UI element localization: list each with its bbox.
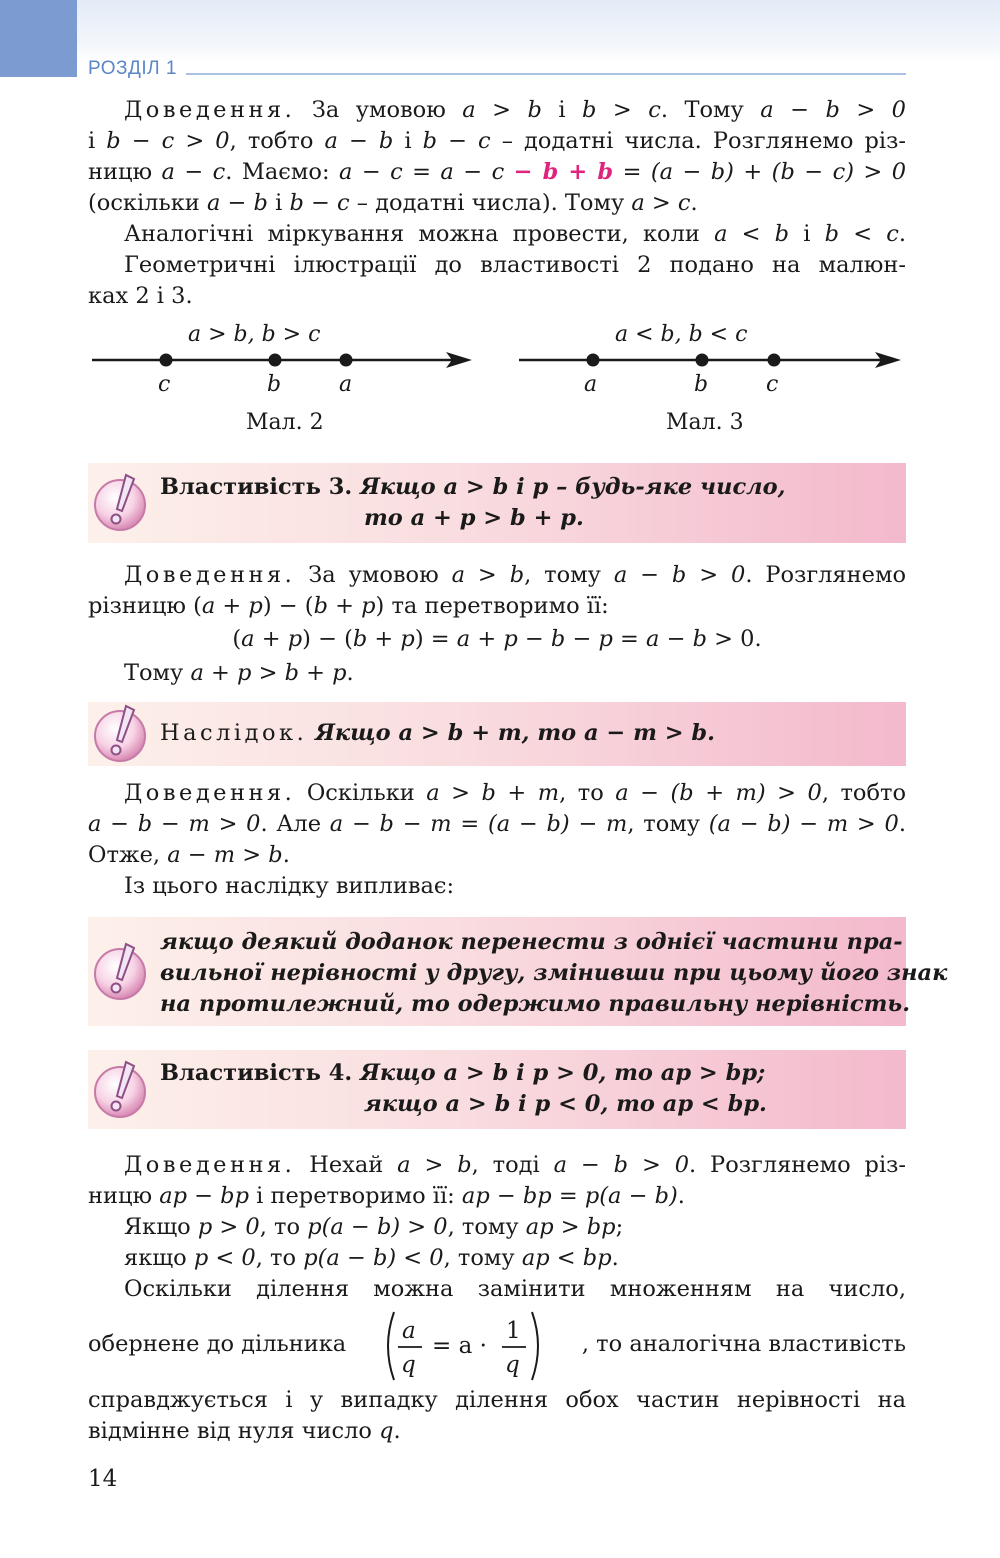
point-label: a	[584, 372, 598, 397]
corner-decoration	[0, 0, 77, 77]
section-label: РОЗДІЛ 1	[88, 58, 177, 79]
point-label: c	[158, 372, 171, 397]
proof4-line4: Із цього наслідку випливає:	[124, 873, 455, 899]
point-dot	[696, 354, 709, 367]
corollary-box	[88, 702, 906, 766]
property-3-box	[88, 463, 906, 543]
property-4-line1: Властивість 4. Якщо a > b і p > 0, то ap > bp;	[160, 1060, 766, 1086]
point-dot	[768, 354, 781, 367]
rule-line2: вильної нерівності у другу, змінивши при цьому його знак	[160, 960, 948, 986]
proof4-line1: Доведення. Оскільки a > b + m, то a − (b + m) > 0, тобто	[124, 780, 907, 806]
header-band	[0, 0, 1000, 62]
proof5-line4: якщо p < 0, то p(a − b) < 0, тому ap < bp.	[124, 1245, 619, 1271]
corollary-label: Наслідок.	[160, 720, 308, 746]
exclamation-badge-icon	[92, 471, 156, 535]
point-label: a	[339, 372, 353, 397]
proof1-line6: Геометричні ілюстрації до властивості 2 подано на малюн-	[124, 252, 906, 278]
proof1-line3: ницю a − c. Маємо: a − c = a − c − b + b = (a − b) + (b − c) > 0	[88, 159, 907, 185]
property-4-label: Властивість 4.	[160, 1060, 353, 1086]
proof5-line8: відмінне від нуля число q.	[88, 1418, 401, 1444]
rule-line3: на протилежний, то одержимо правильну нерівність.	[160, 991, 911, 1017]
point-label: b	[267, 372, 282, 397]
property-4-line2: якщо a > b і p < 0, то ap < bp.	[364, 1091, 767, 1117]
proof-label: Доведення.	[124, 562, 296, 588]
proof3-line1: Доведення. За умовою a > b, тому a − b > 0. Розглянемо	[124, 562, 906, 588]
point-dot	[587, 354, 600, 367]
proof5-line3: Якщо p > 0, то p(a − b) > 0, тому ap > bp;	[124, 1214, 624, 1240]
figure-2-number-line	[88, 315, 478, 405]
proof1-line5: Аналогічні міркування можна провести, коли a < b і b < c.	[124, 221, 906, 247]
highlight-term: − b + b	[513, 159, 614, 185]
proof4-line3: Отже, a − m > b.	[88, 842, 290, 868]
proof5-line6-start: обернене до дільника	[88, 1331, 347, 1357]
property-3-line1: Властивість 3. Якщо a > b і p – будь-яке число,	[160, 474, 786, 500]
left-paren-icon	[388, 1312, 394, 1380]
exclamation-badge-icon	[92, 1058, 156, 1122]
figure-2-caption: Мал. 2	[246, 410, 324, 435]
rule-box	[88, 917, 948, 1026]
corollary-line: Наслідок. Якщо a > b + m, то a − m > b.	[160, 720, 715, 746]
proof1-line2: і b − c > 0, тобто a − b і b − c – додатні числа. Розглянемо різ-	[88, 128, 906, 154]
proof1-line7: ках 2 і 3.	[88, 283, 193, 309]
point-dot	[160, 354, 173, 367]
proof1-line1: Доведення. За умовою a > b і b > c. Тому a − b > 0	[124, 97, 906, 123]
property-3-line2: то a + p > b + p.	[364, 505, 584, 531]
point-dot	[269, 354, 282, 367]
rule-line1: якщо деякий доданок перенести з однієї частини пра-	[160, 929, 903, 955]
point-dot	[340, 354, 353, 367]
proof-label: Доведення.	[124, 1152, 296, 1178]
point-label: c	[766, 372, 779, 397]
figure-3-relation: a < b, b < c	[615, 322, 748, 347]
point-label: b	[694, 372, 709, 397]
figure-3-number-line	[515, 315, 905, 405]
fraction-denominator-2: q	[505, 1352, 520, 1378]
fraction-numerator-2: 1	[506, 1318, 521, 1344]
proof5-line5: Оскільки ділення можна замінити множенням на число,	[124, 1276, 906, 1302]
figure-3-caption: Мал. 3	[666, 410, 744, 435]
proof1-line4: (оскільки a − b і b − c – додатні числа). Тому a > c.	[88, 190, 698, 216]
proof3-line2: різницю (a + p) − (b + p) та перетворимо її:	[88, 593, 609, 619]
fraction-denominator: q	[401, 1352, 416, 1378]
proof5-line2: ницю ap − bp і перетворимо її: ap − bp = p(a − b).	[88, 1183, 685, 1209]
fraction-numerator: a	[402, 1318, 416, 1344]
proof5-line1: Доведення. Нехай a > b, тоді a − b > 0. Розглянемо різ-	[124, 1152, 907, 1178]
property-3-label: Властивість 3.	[160, 474, 353, 500]
fraction-expression	[380, 1306, 550, 1386]
proof3-equation: (a + p) − (b + p) = a + p − b − p = a − b > 0.	[232, 626, 762, 652]
proof-label: Доведення.	[124, 780, 296, 806]
proof3-line4: Тому a + p > b + p.	[124, 660, 354, 686]
page-number: 14	[88, 1466, 118, 1492]
figure-2-relation: a > b, b > c	[188, 322, 321, 347]
proof5-line6-end: , то аналогічна властивість	[581, 1331, 906, 1357]
exclamation-badge-icon	[92, 940, 156, 1004]
property-4-box	[88, 1050, 906, 1129]
exclamation-badge-icon	[92, 702, 156, 766]
header-divider	[186, 73, 906, 75]
proof4-line2: a − b − m > 0. Але a − b − m = (a − b) − m, тому (a − b) − m > 0.	[88, 811, 906, 837]
proof5-line7: справджується і у випадку ділення обох частин нерівності на	[88, 1387, 906, 1413]
fraction-middle: = a ·	[432, 1333, 487, 1359]
proof-label: Доведення.	[124, 97, 296, 123]
